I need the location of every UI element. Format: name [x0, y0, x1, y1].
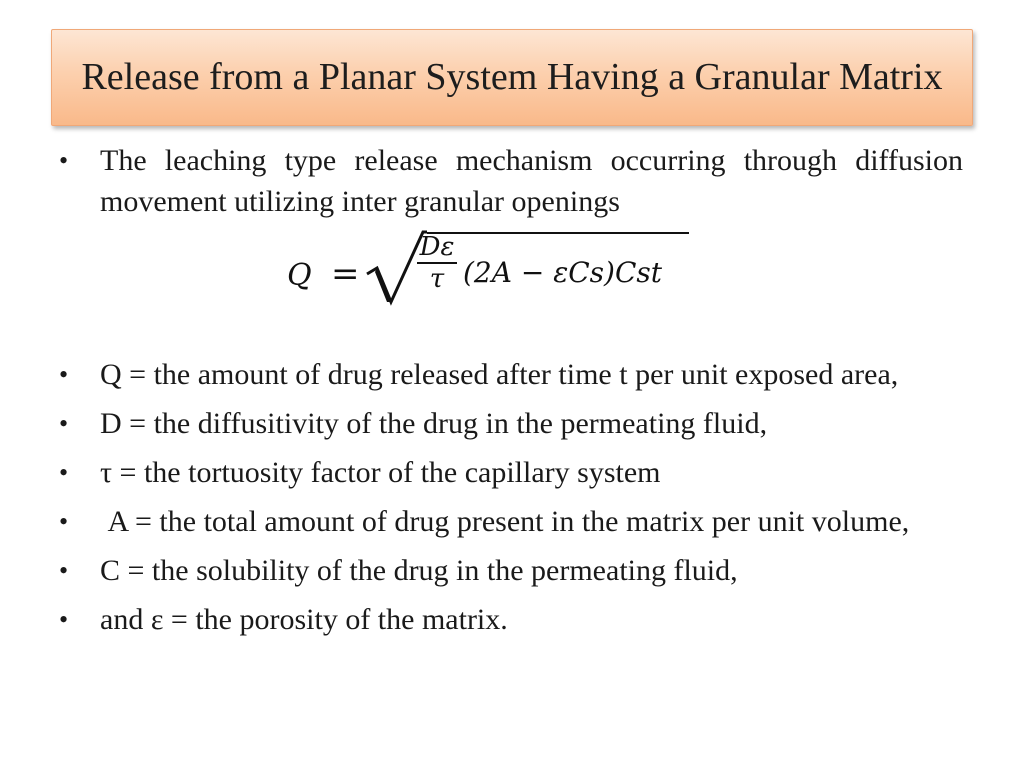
equation-lhs: Q — [287, 258, 312, 293]
radical-overline — [427, 232, 689, 234]
definition-q: Q = the amount of drug released after time t per unit exposed area, — [100, 358, 899, 391]
bullet-icon: • — [59, 605, 69, 634]
bullet-icon: • — [59, 360, 69, 389]
list-item — [57, 599, 963, 640]
bullet-icon: • — [59, 507, 69, 536]
intro-text: The leaching type release mechanism occurring through diffusion movement utilizing inter granular openings — [100, 144, 963, 218]
intro-list — [57, 140, 963, 222]
equation-fraction — [415, 232, 459, 294]
definitions-list — [57, 354, 963, 640]
equation-equals: = — [331, 254, 360, 294]
list-item — [57, 354, 963, 395]
bullet-icon: • — [59, 556, 69, 585]
list-item — [57, 550, 963, 591]
list-item — [57, 403, 963, 444]
definition-epsilon: and ε = the porosity of the matrix. — [100, 603, 508, 636]
list-item — [57, 501, 963, 542]
definition-tau: τ = the tortuosity factor of the capillary system — [100, 456, 661, 489]
list-item — [57, 140, 963, 222]
equation-numerator: Dε — [419, 232, 455, 262]
bullet-icon: • — [59, 409, 69, 438]
equation-remainder: (2A − εCs)Cst — [463, 256, 663, 289]
definition-c: C = the solubility of the drug in the permeating fluid, — [100, 554, 738, 587]
equation-denominator: τ — [429, 264, 445, 294]
definition-a: A = the total amount of drug present in the matrix per unit volume, — [100, 505, 910, 538]
slide-title: Release from a Planar System Having a Granular Matrix — [81, 56, 943, 98]
slide-title-box — [51, 29, 973, 126]
list-item — [57, 452, 963, 493]
bullet-icon: • — [59, 458, 69, 487]
release-equation — [285, 228, 963, 346]
definition-d: D = the diffusitivity of the drug in the permeating fluid, — [100, 407, 768, 440]
slide-content — [57, 140, 963, 640]
bullet-icon: • — [59, 146, 69, 175]
